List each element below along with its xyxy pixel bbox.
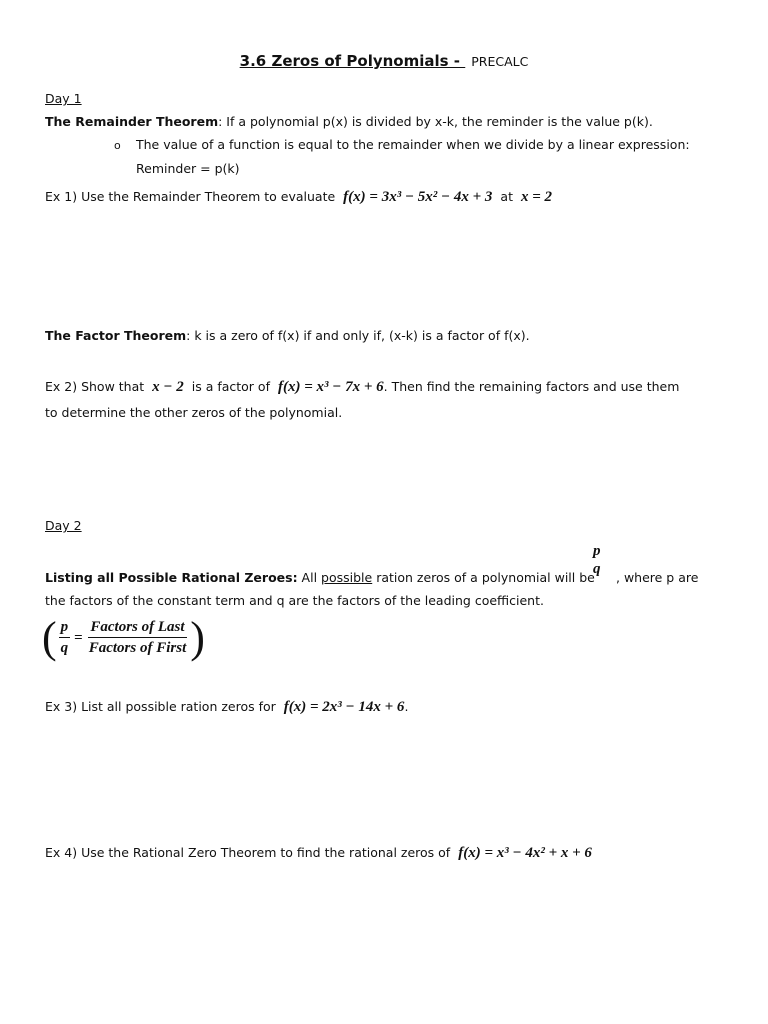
remainder-theorem-text: : If a polynomial p(x) is divided by x-k, the reminder is the value p(k). <box>218 114 653 129</box>
formula-p: p <box>59 619 71 638</box>
ex1-text: Ex 1) Use the Remainder Theorem to evaluate <box>45 189 336 204</box>
ex3-end: . <box>404 699 409 714</box>
formula-equals: = <box>74 629 83 646</box>
ex3-text: Ex 3) List all possible ration zeros for <box>45 699 276 714</box>
bullet-marker: o <box>114 139 121 152</box>
ex2-part3: . Then find the remaining factors and use them <box>383 379 680 394</box>
rational-text2: ration zeros of a polynomial will be <box>372 570 595 585</box>
ex4-text: Ex 4) Use the Rational Zero Theorem to find the rational zeros of <box>45 845 451 860</box>
factor-theorem-term: The Factor Theorem <box>45 328 187 343</box>
remainder-theorem-term: The Remainder Theorem <box>45 114 219 129</box>
factors-fraction <box>87 619 189 657</box>
ex4-expression: f(x) = x³ − 4x² + x + 6 <box>458 845 592 861</box>
example-3 <box>45 699 408 716</box>
rational-underlined-word: possible <box>321 570 373 585</box>
ex1-value: x = 2 <box>520 189 553 205</box>
remainder-bullet-line2: Reminder = p(k) <box>136 161 240 176</box>
rational-zeros-line2: the factors of the constant term and q are the factors of the leading coefficient. <box>45 593 544 608</box>
day2-heading: Day 2 <box>45 518 82 533</box>
example-1 <box>45 189 552 206</box>
p-over-q-fraction <box>59 619 71 657</box>
formula-q: q <box>60 640 69 656</box>
example-2-line1 <box>45 379 679 396</box>
title-course: PRECALC <box>471 54 529 69</box>
ex3-expression: f(x) = 2x³ − 14x + 6 <box>283 699 405 715</box>
factor-theorem-text: : k is a zero of f(x) if and only if, (x-k) is a factor of f(x). <box>186 328 530 343</box>
formula-numerator: Factors of Last <box>88 619 186 638</box>
ex1-expression: f(x) = 3x³ − 5x² − 4x + 3 <box>343 189 493 205</box>
ex2-part1: Ex 2) Show that <box>45 379 145 394</box>
rational-text1: All <box>297 570 322 585</box>
rational-zeros-term: Listing all Possible Rational Zeroes: <box>45 570 298 585</box>
ex1-at: at <box>500 189 513 204</box>
factor-theorem-definition <box>45 328 530 343</box>
rational-zeros-definition <box>45 570 595 585</box>
q-symbol: q <box>593 561 601 577</box>
title-main: 3.6 Zeros of Polynomials - <box>239 52 466 70</box>
ex2-factor-expression: x − 2 <box>152 379 184 395</box>
rational-formula <box>42 613 205 662</box>
day1-heading: Day 1 <box>45 91 82 106</box>
example-2-line2: to determine the other zeros of the polynomial. <box>45 405 343 420</box>
p-symbol: p <box>593 543 601 559</box>
example-4 <box>45 845 592 862</box>
remainder-theorem-definition <box>45 114 653 129</box>
formula-denominator: Factors of First <box>88 640 187 656</box>
rational-text3: , where p are <box>616 570 699 585</box>
right-paren: ) <box>190 613 205 662</box>
remainder-bullet-line1: The value of a function is equal to the remainder when we divide by a linear expression: <box>136 137 690 152</box>
left-paren: ( <box>42 613 57 662</box>
page-title <box>0 52 768 70</box>
ex2-part2: is a factor of <box>191 379 270 394</box>
ex2-expression: f(x) = x³ − 7x + 6 <box>277 379 384 395</box>
